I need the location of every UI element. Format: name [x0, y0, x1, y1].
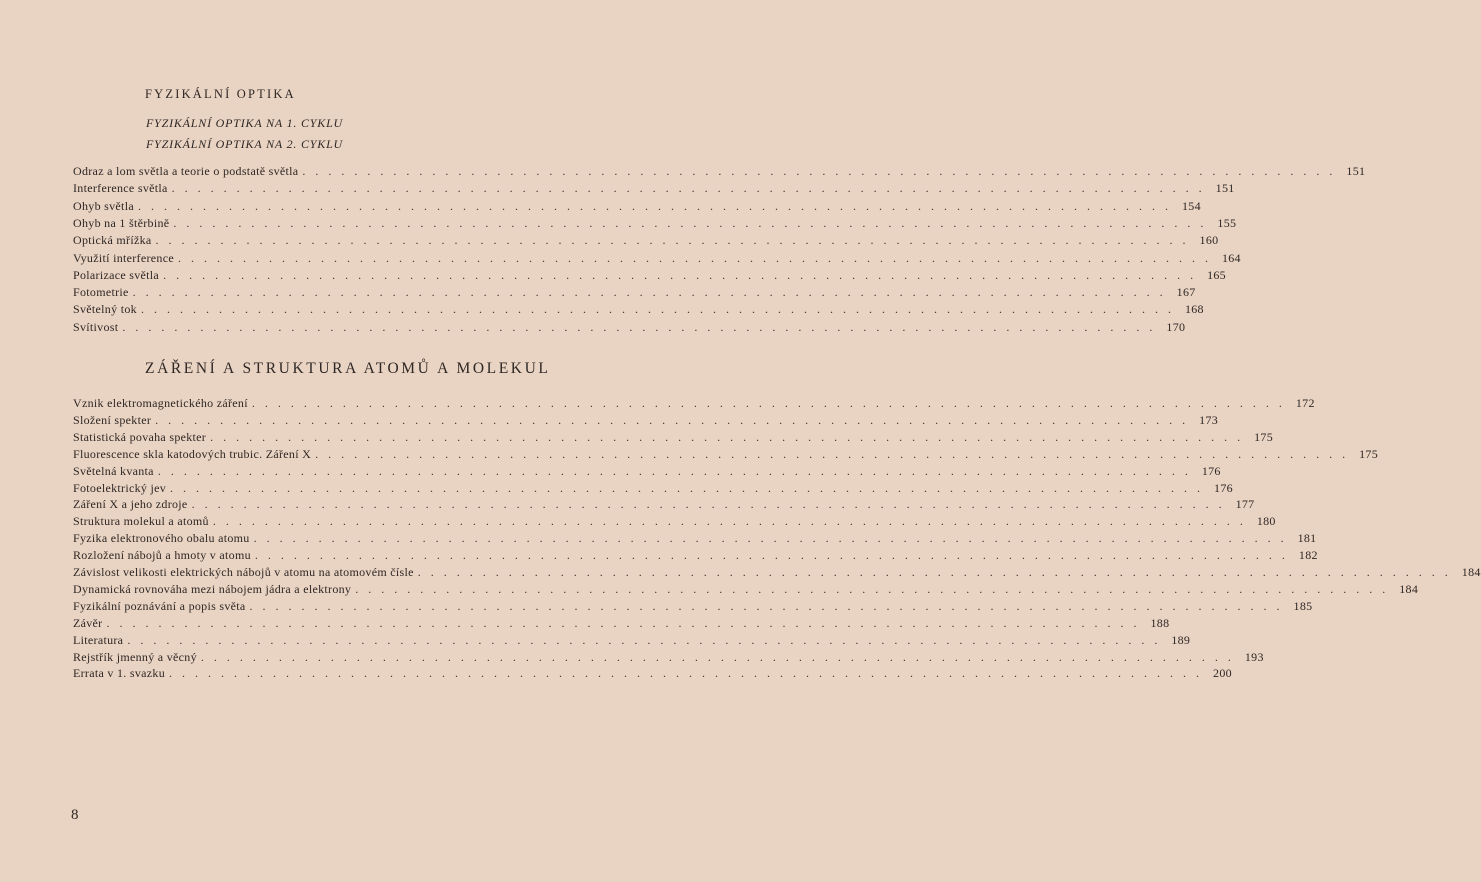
dot-leader: ................................................................................ [200, 649, 1241, 664]
section-heading-optics: FYZIKÁLNÍ OPTIKA [145, 87, 296, 101]
toc-entry [73, 615, 1170, 632]
toc-entry-page: 151 [1215, 181, 1235, 196]
toc-entry-title: Ohyb světla [73, 198, 134, 213]
toc-entry-title: Errata v 1. svazku [73, 666, 166, 681]
toc-entry-title: Fotoelektrický jev [73, 480, 167, 495]
toc-entry-page: 175 [1359, 446, 1378, 461]
toc-entry [73, 463, 1221, 480]
dot-leader: ................................................................................ [169, 666, 1210, 681]
dot-leader: ................................................................................ [302, 164, 1343, 178]
dot-leader: ................................................................................ [249, 598, 1290, 613]
toc-entry-page: 165 [1207, 267, 1226, 282]
subheading-cycle-1: FYZIKÁLNÍ OPTIKA NA 1. CYKLU [146, 116, 344, 130]
toc-entry-page: 173 [1199, 412, 1219, 427]
toc-entry-page: 181 [1297, 531, 1317, 546]
toc-entry [73, 581, 1419, 598]
toc-entry-title: Rejstřík jmenný a věcný [73, 649, 197, 664]
subheading-cycle-2: FYZIKÁLNÍ OPTIKA NA 2. CYKLU [146, 137, 344, 151]
toc-entry [73, 666, 1232, 682]
dot-leader: ................................................................................ [127, 632, 1168, 647]
toc-entry [73, 198, 1201, 215]
dot-leader: ................................................................................ [210, 429, 1251, 444]
toc-entry-title: Fyzikální poznávání a popis světa [73, 598, 246, 613]
toc-entry-page: 200 [1213, 666, 1232, 681]
dot-leader: ................................................................................ [157, 463, 1198, 478]
toc-entry-title: Svítivost [73, 319, 119, 334]
toc-entry-page: 182 [1298, 548, 1318, 563]
dot-leader: ................................................................................ [253, 531, 1294, 546]
toc-entry [73, 446, 1378, 463]
toc-entry-page: 167 [1176, 285, 1196, 300]
toc-entry [73, 632, 1191, 649]
dot-leader: ................................................................................ [417, 565, 1458, 579]
toc-entry [73, 215, 1237, 232]
dot-leader: ................................................................................ [355, 581, 1396, 596]
toc-entry [73, 497, 1255, 513]
toc-entry [73, 267, 1226, 284]
toc-entry-page: 160 [1199, 233, 1219, 248]
toc-entry-page: 154 [1181, 198, 1201, 213]
dot-leader: ................................................................................ [122, 319, 1163, 334]
toc-entry-page: 151 [1346, 164, 1366, 178]
toc-entry [73, 233, 1219, 249]
toc-entry-page: 172 [1295, 396, 1315, 410]
toc-entry-page: 170 [1166, 319, 1186, 334]
toc-entry-page: 180 [1256, 514, 1276, 529]
toc-entry-title: Odraz a lom světla a teorie o podstatě světla [73, 164, 299, 178]
toc-entry-title: Záření X a jeho zdroje [73, 497, 188, 512]
toc-entry [73, 285, 1196, 301]
dot-leader: ................................................................................ [254, 548, 1295, 563]
toc-entry-title: Světelná kvanta [73, 463, 154, 478]
dot-leader: ................................................................................ [170, 480, 1211, 495]
toc-entry [73, 319, 1186, 336]
section-heading-radiation: ZÁŘENÍ A STRUKTURA ATOMŮ A MOLEKUL [145, 360, 551, 377]
toc-entry-page: 177 [1235, 497, 1255, 512]
toc-entry-title: Interference světla [73, 181, 168, 196]
toc-entry-title: Statistická povaha spekter [73, 429, 207, 444]
dot-leader: ................................................................................ [137, 198, 1178, 213]
dot-leader: ................................................................................ [163, 267, 1204, 282]
toc-entry [73, 598, 1313, 615]
toc-entry [73, 649, 1264, 666]
toc-entry-title: Vznik elektromagnetického záření [73, 396, 248, 410]
dot-leader: ................................................................................ [155, 233, 1196, 248]
toc-entry-page: 185 [1293, 598, 1313, 613]
toc-entry [73, 514, 1276, 530]
toc-entry [73, 302, 1204, 318]
dot-leader: ................................................................................ [177, 250, 1218, 265]
toc-entry [73, 548, 1318, 564]
toc-entry-page: 184 [1461, 565, 1481, 579]
dot-leader: ................................................................................ [173, 215, 1214, 230]
toc-entry-page: 176 [1201, 463, 1221, 478]
toc-entry-title: Světelný tok [73, 302, 137, 317]
toc-entry [73, 181, 1235, 197]
dot-leader: ................................................................................ [140, 302, 1181, 317]
toc-entry-page: 168 [1184, 302, 1204, 317]
toc-entry-title: Polarizace světla [73, 267, 160, 282]
toc-entry [73, 480, 1233, 497]
toc-entry-title: Využití interference [73, 250, 174, 265]
toc-entry [73, 396, 1315, 412]
dot-leader: ................................................................................ [171, 181, 1212, 196]
dot-leader: ................................................................................ [212, 514, 1253, 529]
toc-entry-title: Dynamická rovnováha mezi nábojem jádra a elektrony [73, 581, 352, 596]
toc-entry-page: 176 [1214, 480, 1233, 495]
page-number: 8 [71, 807, 79, 823]
toc-entry-title: Rozložení nábojů a hmoty v atomu [73, 548, 251, 563]
toc-entry-page: 164 [1221, 250, 1241, 265]
toc-entry [73, 429, 1274, 446]
toc-entry-title: Složení spekter [73, 412, 152, 427]
toc-entry-page: 193 [1244, 649, 1264, 664]
toc-entry [73, 531, 1317, 547]
toc-entry-title: Ohyb na 1 štěrbině [73, 215, 170, 230]
dot-leader: ................................................................................ [251, 396, 1292, 410]
toc-entry-title: Závěr [73, 615, 103, 630]
toc-entry [73, 164, 1366, 180]
toc-entry-page: 155 [1217, 215, 1237, 230]
toc-entry-title: Fotometrie [73, 285, 129, 300]
dot-leader: ................................................................................ [132, 285, 1173, 300]
dot-leader: ................................................................................ [106, 615, 1147, 630]
toc-entry [73, 565, 1481, 581]
toc-entry-title: Fluorescence skla katodových trubic. Záření X [73, 446, 312, 461]
toc-entry [73, 412, 1219, 429]
dot-leader: ................................................................................ [155, 412, 1196, 427]
toc-entry-page: 184 [1399, 581, 1419, 596]
toc-entry-page: 175 [1254, 429, 1274, 444]
toc-entry-page: 188 [1150, 615, 1170, 630]
toc-entry-page: 189 [1171, 632, 1191, 647]
toc-entry-title: Literatura [73, 632, 124, 647]
toc-entry-title: Závislost velikosti elektrických nábojů v atomu na atomovém čísle [73, 565, 414, 579]
toc-entry [73, 250, 1241, 267]
dot-leader: ................................................................................ [191, 497, 1232, 512]
toc-entry-title: Optická mřížka [73, 233, 152, 248]
dot-leader: ................................................................................ [315, 446, 1356, 461]
toc-entry-title: Fyzika elektronového obalu atomu [73, 531, 250, 546]
toc-entry-title: Struktura molekul a atomů [73, 514, 209, 529]
